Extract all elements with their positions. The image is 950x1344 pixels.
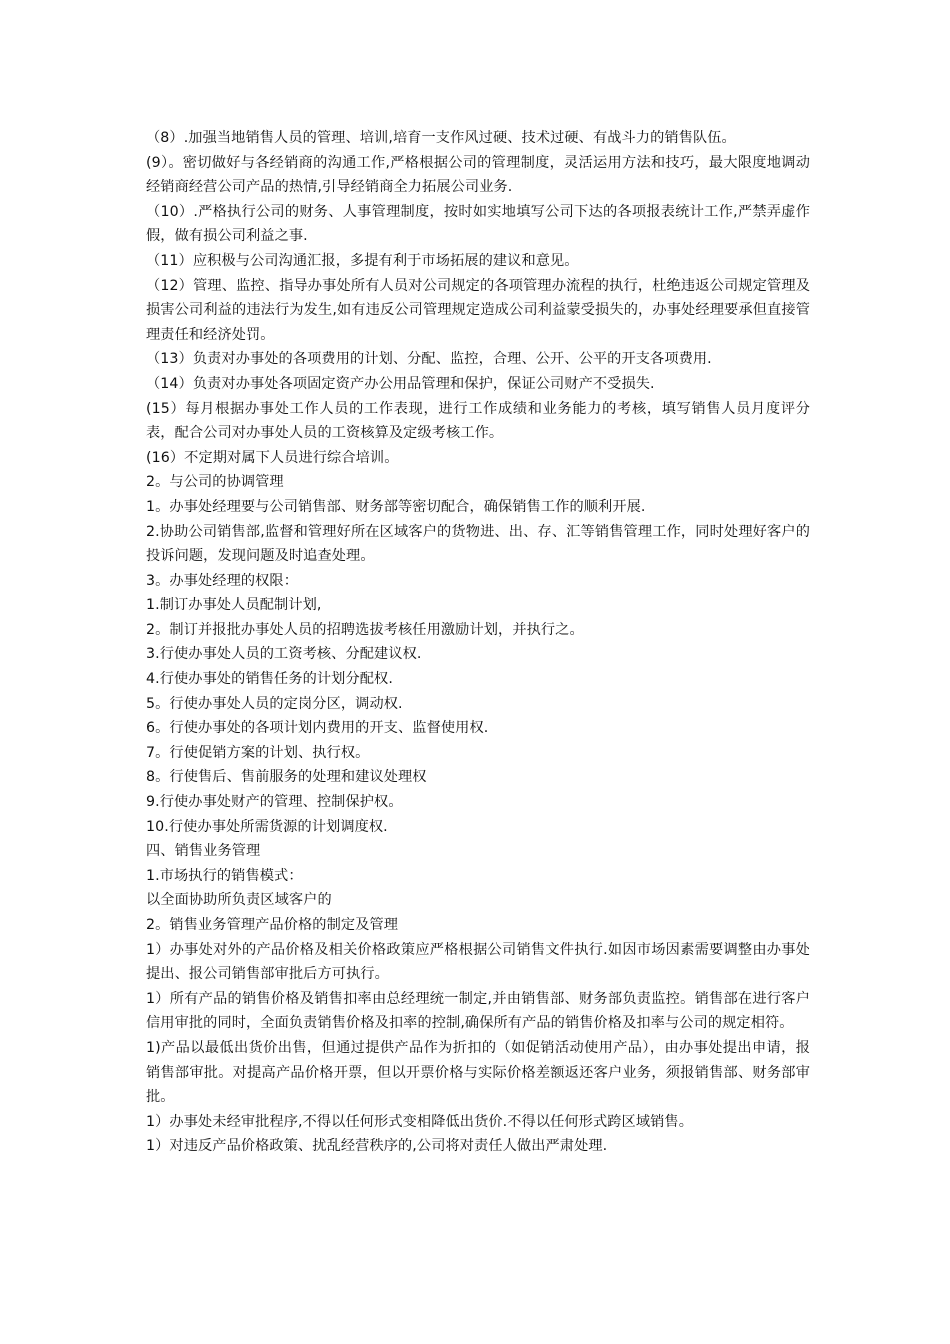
authority-item-4: 4.行使办事处的销售任务的计划分配权.	[146, 671, 393, 688]
paragraph-8: （8）.加强当地销售人员的管理、培训,培育一支作风过硬、技术过硬、有战斗力的销售队伍。	[146, 130, 736, 146]
paragraph-12: （12）管理、监控、指导办事处所有人员对公司规定的各项管理办流程的执行，杜绝违返公司规定管理及损害公司利益的违法行为发生,如有违反公司管理规定造成公司利益蒙受损失的，办事处经理要承但直接管理责任和经济处罚。	[146, 277, 810, 343]
pricing-item-2: 1）所有产品的销售价格及销售扣率由总经理统一制定,并由销售部、财务部负责监控。销售部在进行客户信用审批的同时，全面负责销售价格及扣率的控制,确保所有产品的销售价格及扣率与公司的规定相符。	[146, 990, 810, 1032]
pricing-item-3: 1)产品以最低出货价出售，但通过提供产品作为折扣的（如促销活动使用产品），由办事处提出申请，报销售部审批。对提高产品价格开票，但以开票价格与实际价格差额返还客户业务，须报销售部、财务部审批。	[146, 1039, 810, 1106]
section-heading-sales-management: 四、销售业务管理	[146, 843, 261, 860]
sales-mode-heading: 1.市场执行的销售模式：	[146, 867, 303, 884]
paragraph-10: （10）.严格执行公司的财务、人事管理制度，按时如实地填写公司下达的各项报表统计工作,严禁弄虚作假，做有损公司利益之事.	[146, 203, 810, 245]
authority-item-6: 6。行使办事处的各项计划内费用的开支、监督使用权.	[146, 720, 489, 737]
authority-item-1: 1.制订办事处人员配制计划,	[146, 597, 322, 614]
section-heading-coordination: 2。与公司的协调管理	[146, 474, 284, 491]
authority-item-3: 3.行使办事处人员的工资考核、分配建议权.	[146, 646, 422, 663]
paragraph-15: (15）每月根据办事处工作人员的工作表现，进行工作成绩和业务能力的考核，填写销售人员月度评分表，配合公司对办事处人员的工资核算及定级考核工作。	[146, 400, 810, 442]
paragraph-9: (9）。密切做好与各经销商的沟通工作,严格根据公司的管理制度，灵活运用方法和技巧，最大限度地调动经销商经营公司产品的热情,引导经销商全力拓展公司业务.	[146, 154, 810, 196]
pricing-heading: 2。销售业务管理产品价格的制定及管理	[146, 917, 399, 933]
authority-item-2: 2。制订并报批办事处人员的招聘选拔考核任用激励计划，并执行之。	[146, 621, 584, 638]
paragraph-11: （11）应积极与公司沟通汇报，多提有利于市场拓展的建议和意见。	[146, 252, 579, 269]
authority-item-8: 8。行使售后、售前服务的处理和建议处理权	[146, 769, 427, 786]
authority-item-9: 9.行使办事处财产的管理、控制保护权。	[146, 794, 403, 811]
sales-mode-text: 以全面协助所负责区域客户的	[146, 892, 332, 909]
paragraph-14: （14）负责对办事处各项固定资产办公用品管理和保护，保证公司财产不受损失.	[146, 375, 655, 392]
coordination-item-1: 1。办事处经理要与公司销售部、财务部等密切配合，确保销售工作的顺利开展.	[146, 498, 646, 515]
document-body	[146, 126, 810, 1159]
pricing-item-5: 1）对违反产品价格政策、扰乱经营秩序的,公司将对责任人做出严肃处理.	[146, 1138, 608, 1155]
section-heading-authority: 3。办事处经理的权限：	[146, 572, 299, 589]
pricing-item-1: 1）办事处对外的产品价格及相关价格政策应严格根据公司销售文件执行.如因市场因素需要调整由办事处提出、报公司销售部审批后方可执行。	[146, 941, 810, 983]
paragraph-13: （13）负责对办事处的各项费用的计划、分配、监控，合理、公开、公平的开支各项费用.	[146, 351, 712, 368]
authority-item-5: 5。行使办事处人员的定岗分区，调动权.	[146, 695, 403, 712]
paragraph-16: (16）不定期对属下人员进行综合培训。	[146, 449, 399, 466]
coordination-item-2: 2.协助公司销售部,监督和管理好所在区域客户的货物进、出、存、汇等销售管理工作，同时处理好客户的投诉问题，发现问题及时追查处理。	[146, 523, 810, 565]
pricing-item-4: 1）办事处未经审批程序,不得以任何形式变相降低出货价.不得以任何形式跨区域销售。	[146, 1113, 693, 1130]
authority-item-7: 7。行使促销方案的计划、执行权。	[146, 744, 370, 761]
authority-item-10: 10.行使办事处所需货源的计划调度权.	[146, 818, 388, 835]
